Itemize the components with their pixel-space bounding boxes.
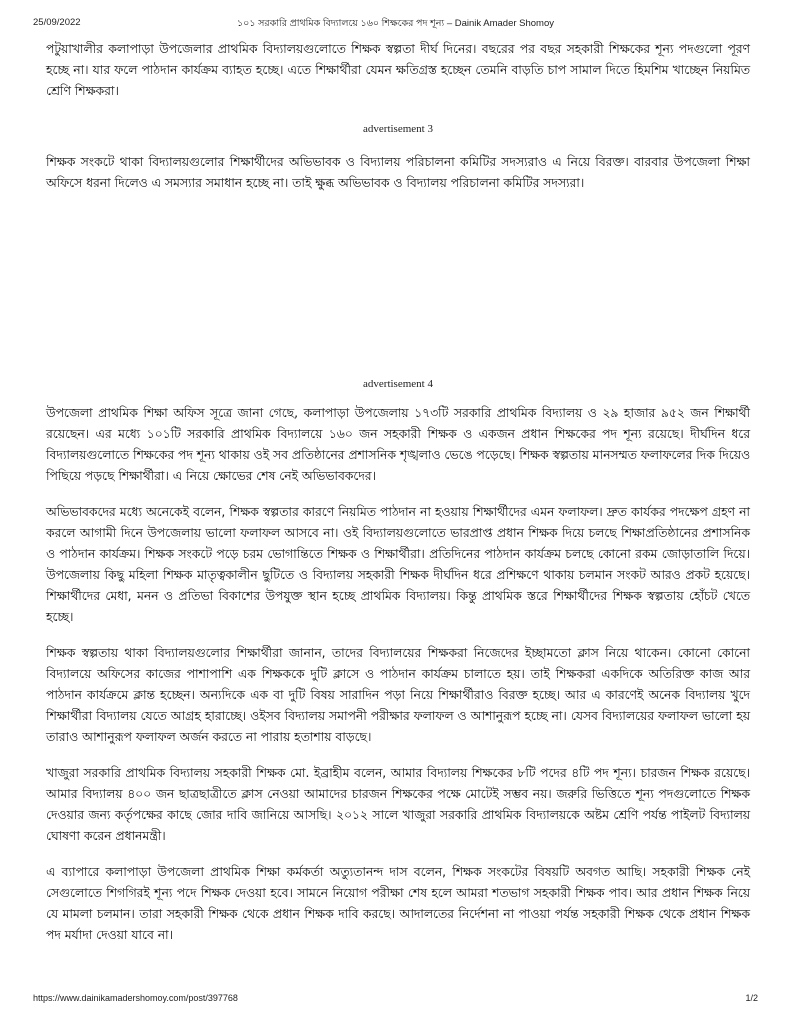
article-body	[46, 39, 750, 946]
advertisement-label: advertisement 3	[363, 123, 433, 135]
page-header-title: ১০১ সরকারি প্রাথমিক বিদ্যালয়ে ১৬০ শিক্ষকের পদ শূন্য – Dainik Amader Shomoy	[236, 18, 555, 29]
article-paragraph: এ ব্যাপারে কলাপাড়া উপজেলা প্রাথমিক শিক্ষা কর্মকর্তা অত্যুতানন্দ দাস বলেন, শিক্ষক সংকটের বিষয়টি অবগত আছি। সহকারী শিক্ষক নেই সেগুলোতে শিগগিরই শূন্য পদে শিক্ষক দেওয়া হবে। সামনে নিয়োগ পরীক্ষা শেষ হলে আমরা শতভাগ সহকারী শিক্ষক পাব। আর প্রধান শিক্ষক নিয়ে যে মামলা চলমান। তারা সহকারী শিক্ষক থেকে প্রধান শিক্ষক দাবি করছে। আদালতের নির্দেশনা না পাওয়া পর্যন্ত সহকারী শিক্ষক থেকে প্রধান শিক্ষক পদ মর্যাদা দেওয়া যাবে না।	[46, 865, 750, 942]
article-paragraph: খাজুরা সরকারি প্রাথমিক বিদ্যালয় সহকারী শিক্ষক মো. ইব্রাহীম বলেন, আমার বিদ্যালয় শিক্ষকের ৮টি পদের ৪টি পদ শূন্য। চারজন শিক্ষক রয়েছে। আমার বিদ্যালয় ৪০০ জন ছাত্রছাত্রীতে ক্লাস নেওয়া আমাদের চারজন শিক্ষকের পক্ষে মোটেই সম্ভব নয়। জরুরি ভিত্তিতে শূন্য পদগুলোতে শিক্ষক দেওয়ার জন্য কর্তৃপক্ষের কাছে জোর দাবি জানিয়ে আসছি। ২০১২ সালে খাজুরা সরকারি প্রাথমিক বিদ্যালয়কে অষ্টম শ্রেণি পর্যন্ত পাইলট বিদ্যালয় ঘোষণা করেন প্রধানমন্ত্রী।	[46, 766, 750, 843]
page-header-date: 25/09/2022	[33, 17, 81, 28]
article-paragraph: শিক্ষক সংকটে থাকা বিদ্যালয়গুলোর শিক্ষার্থীদের অভিভাবক ও বিদ্যালয় পরিচালনা কমিটির সদস্যরাও এ নিয়ে বিরক্ত। বারবার উপজেলা শিক্ষা অফিসে ধরনা দিলেও এ সমস্যার সমাধান হচ্ছে না। তাই ক্ষুব্ধ অভিভাবক ও বিদ্যালয় পরিচালনা কমিটির সদস্যরা।	[46, 155, 750, 190]
advertisement-label: advertisement 4	[363, 378, 433, 390]
article-paragraph: পটুয়াখালীর কলাপাড়া উপজেলার প্রাথমিক বিদ্যালয়গুলোতে শিক্ষক স্বল্পতা দীর্ঘ দিনের। বছরের পর বছর সহকারী শিক্ষকের শূন্য পদগুলো পূরণ হচ্ছে না। যার ফলে পাঠদান কার্যক্রম ব্যাহত হচ্ছে। এতে শিক্ষার্থীরা যেমন ক্ষতিগ্রস্ত হচ্ছেন তেমনি বাড়তি চাপ সামাল দিতে হিমশিম খাচ্ছেন নিয়মিত শ্রেণি শিক্ষকরা।	[46, 42, 750, 98]
article-paragraph: অভিভাবকদের মধ্যে অনেকেই বলেন, শিক্ষক স্বল্পতার কারণে নিয়মিত পাঠদান না হওয়ায় শিক্ষার্থীদের এমন ফলাফল। দ্রুত কার্যকর পদক্ষেপ গ্রহণ না করলে আগামী দিনে উপজেলায় ভালো ফলাফল আসবে না। ওই বিদ্যালয়গুলোতে ভারপ্রাপ্ত প্রধান শিক্ষক দিয়ে চলছে শিক্ষাপ্রতিষ্ঠানের প্রশাসনিক ও পাঠদান কার্যক্রম। শিক্ষক সংকটে পড়ে চরম ভোগান্তিতে শিক্ষক ও শিক্ষার্থীরা। প্রতিদিনের পাঠদান কার্যক্রম চলছে কোনো রকম জোড়াতালি দিয়ে। উপজেলায় কিছু মহিলা শিক্ষক মাতৃত্বকালীন ছুটিতে ও বিদ্যালয় সহকারী শিক্ষক দীর্ঘদিন ধরে প্রশিক্ষণে থাকায় চলমান সংকট আরও প্রকট হয়েছে। শিক্ষার্থীদের মেধা, মনন ও প্রতিভা বিকাশের উপযুক্ত স্থান হচ্ছে প্রাথমিক বিদ্যালয়। কিন্তু প্রাথমিক স্তরে শিক্ষার্থীদের শিক্ষক স্বল্পতায় হোঁচট খেতে হচ্ছে।	[46, 505, 750, 624]
article-paragraph: উপজেলা প্রাথমিক শিক্ষা অফিস সূত্রে জানা গেছে, কলাপাড়া উপজেলায় ১৭৩টি সরকারি প্রাথমিক বিদ্যালয় ও ২৯ হাজার ৯৫২ জন শিক্ষার্থী রয়েছেন। এর মধ্যে ১০১টি সরকারি প্রাথমিক বিদ্যালয়ে ১৬০ জন সহকারী শিক্ষক ও একজন প্রধান শিক্ষকের পদ শূন্য রয়েছে। দীর্ঘদিন ধরে বিদ্যালয়গুলোতে শিক্ষকের পদ শূন্য থাকায় ওই সব প্রতিষ্ঠানের প্রশাসনিক শৃঙ্খলাও ভেঙে পড়েছে। শিক্ষক স্বল্পতায় মানসম্মত ফলাফলের দিক দিয়েও পিছিয়ে পড়ছে শিক্ষার্থীরা। এ নিয়ে ক্ষোভের শেষ নেই অভিভাবকদের।	[46, 406, 750, 483]
page-number: 1/2	[745, 993, 758, 1003]
article-paragraph: শিক্ষক স্বল্পতায় থাকা বিদ্যালয়গুলোর শিক্ষার্থীরা জানান, তাদের বিদ্যালয়ের শিক্ষকরা নিজেদের ইচ্ছামতো ক্লাস নিয়ে থাকেন। কোনো কোনো বিদ্যালয়ে অফিসের কাজের পাশাপাশি এক শিক্ষককে দুটি ক্লাসে ও পাঠদান কার্যক্রম চালাতে হয়। তাই শিক্ষকরা একদিকে অতিরিক্ত কাজ আর পাঠদান কার্যক্রমে ক্লান্ত হচ্ছেন। অন্যদিকে এক বা দুটি বিষয় সারাদিন পড়া নিয়ে শিক্ষার্থীরাও বিরক্ত হচ্ছে। আর এ কারণেই অনেক বিদ্যালয় খুদে শিক্ষার্থীরা বিদ্যালয় যেতে আগ্রহ হারাচ্ছে। ওইসব বিদ্যালয় সমাপনী পরীক্ষার ফলাফল ও আশানুরূপ হচ্ছে না। যেসব বিদ্যালয়ের ফলাফল ভালো হয় তারাও আশানুরূপ ফলাফল অর্জন করতে না পারায় হতাশায় বাড়ছে।	[46, 646, 750, 744]
page-footer-url[interactable]: https://www.dainikamadershomoy.com/post/397768	[33, 993, 238, 1003]
